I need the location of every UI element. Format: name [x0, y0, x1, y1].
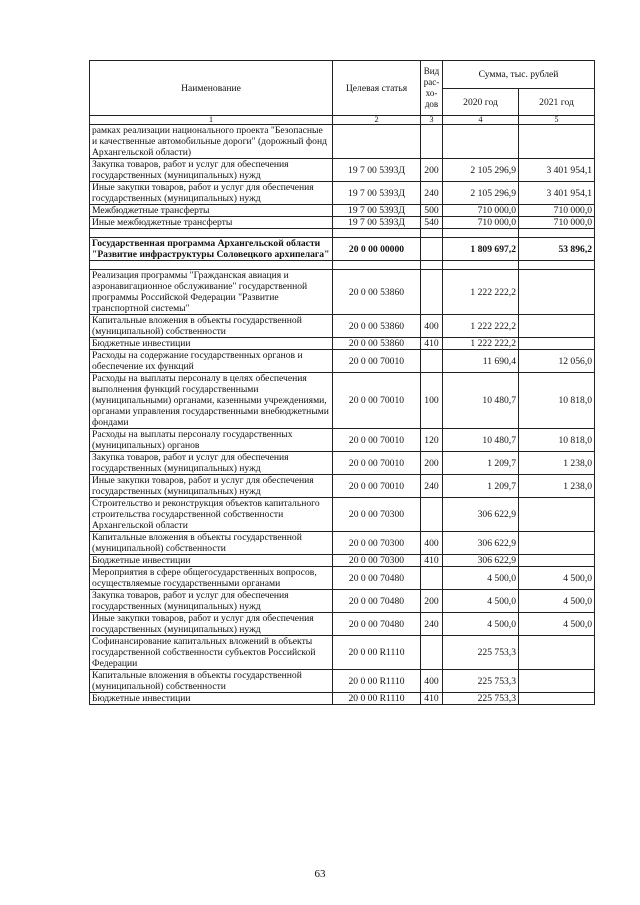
row-sum-2021	[519, 498, 595, 532]
row-name: Капитальные вложения в объекты государственной (муниципальной) собственности	[90, 532, 333, 555]
table-row	[90, 636, 595, 670]
row-expense-type	[421, 498, 443, 532]
row-sum-2021: 12 056,0	[519, 350, 595, 373]
row-sum-2020: 1 222 222,2	[443, 338, 519, 350]
row-sum-2021: 10 818,0	[519, 429, 595, 452]
row-expense-type: 240	[421, 475, 443, 498]
row-target-article	[333, 125, 421, 159]
table-row	[90, 159, 595, 182]
row-name: Расходы на выплаты персоналу государственных (муниципальных) органов	[90, 429, 333, 452]
spacer-row	[90, 261, 595, 270]
table-row	[90, 270, 595, 315]
table-row	[90, 475, 595, 498]
row-target-article: 19 7 00 5393Д	[333, 159, 421, 182]
row-sum-2020: 2 105 296,9	[443, 159, 519, 182]
row-sum-2021: 4 500,0	[519, 567, 595, 590]
row-sum-2020: 225 753,3	[443, 636, 519, 670]
row-target-article: 19 7 00 5393Д	[333, 217, 421, 229]
row-sum-2021: 10 818,0	[519, 373, 595, 429]
row-target-article: 20 0 00 53860	[333, 315, 421, 338]
row-expense-type	[421, 238, 443, 261]
row-name: рамках реализации национального проекта "Безопасные и качественные автомобильные дороги" (дорожный фонд Архангельской области)	[90, 125, 333, 159]
row-sum-2020: 1 222 222,2	[443, 270, 519, 315]
row-name	[90, 229, 333, 238]
row-sum-2020: 306 622,9	[443, 555, 519, 567]
row-expense-type	[421, 350, 443, 373]
row-expense-type: 400	[421, 532, 443, 555]
table-row	[90, 338, 595, 350]
row-sum-2020: 710 000,0	[443, 205, 519, 217]
row-target-article: 20 0 00 R1110	[333, 636, 421, 670]
row-sum-2021: 4 500,0	[519, 590, 595, 613]
row-expense-type	[421, 125, 443, 159]
header-year-2021: 2021 год	[519, 89, 595, 116]
row-name: Бюджетные инвестиции	[90, 555, 333, 567]
row-name: Закупка товаров, работ и услуг для обеспечения государственных (муниципальных) нужд	[90, 590, 333, 613]
row-sum-2020: 1 209,7	[443, 452, 519, 475]
row-sum-2020	[443, 229, 519, 238]
row-target-article: 20 0 00 70300	[333, 555, 421, 567]
row-sum-2020	[443, 125, 519, 159]
row-sum-2020: 4 500,0	[443, 590, 519, 613]
row-target-article: 20 0 00 00000	[333, 238, 421, 261]
row-sum-2020: 10 480,7	[443, 373, 519, 429]
row-expense-type: 200	[421, 452, 443, 475]
row-expense-type: 240	[421, 182, 443, 205]
row-sum-2021: 710 000,0	[519, 205, 595, 217]
row-target-article: 20 0 00 70480	[333, 590, 421, 613]
table-row	[90, 590, 595, 613]
row-target-article: 20 0 00 R1110	[333, 670, 421, 693]
column-number: 5	[519, 116, 595, 125]
row-target-article: 19 7 00 5393Д	[333, 182, 421, 205]
row-sum-2020: 2 105 296,9	[443, 182, 519, 205]
budget-table	[89, 60, 595, 705]
column-number: 2	[333, 116, 421, 125]
header-year-2020: 2020 год	[443, 89, 519, 116]
row-sum-2021	[519, 338, 595, 350]
row-sum-2021: 710 000,0	[519, 217, 595, 229]
table-row	[90, 670, 595, 693]
row-sum-2020: 10 480,7	[443, 429, 519, 452]
table-row	[90, 217, 595, 229]
row-target-article: 20 0 00 53860	[333, 270, 421, 315]
row-sum-2021: 3 401 954,1	[519, 159, 595, 182]
row-target-article	[333, 229, 421, 238]
row-name: Расходы на выплаты персоналу в целях обеспечения выполнения функций государственными (муниципальными) органами, казенными учреждениями, органами управления государственными внебюджетными фондами	[90, 373, 333, 429]
row-sum-2021	[519, 555, 595, 567]
row-expense-type: 400	[421, 670, 443, 693]
row-name: Капитальные вложения в объекты государственной (муниципальной) собственности	[90, 670, 333, 693]
row-name: Закупка товаров, работ и услуг для обеспечения государственных (муниципальных) нужд	[90, 452, 333, 475]
row-sum-2021	[519, 532, 595, 555]
row-sum-2020: 710 000,0	[443, 217, 519, 229]
row-sum-2020: 11 690,4	[443, 350, 519, 373]
row-sum-2021: 1 238,0	[519, 452, 595, 475]
page-number: 63	[314, 868, 326, 880]
row-expense-type: 200	[421, 159, 443, 182]
row-sum-2021	[519, 670, 595, 693]
row-expense-type	[421, 270, 443, 315]
row-name: Закупка товаров, работ и услуг для обеспечения государственных (муниципальных) нужд	[90, 159, 333, 182]
row-name: Реализация программы "Гражданская авиация и аэронавигационное обслуживание" государственной программы Российской Федерации "Развитие транспортной системы"	[90, 270, 333, 315]
row-name: Бюджетные инвестиции	[90, 338, 333, 350]
header-sum: Сумма, тыс. рублей	[443, 61, 595, 89]
row-sum-2020: 225 753,3	[443, 670, 519, 693]
row-sum-2021: 53 896,2	[519, 238, 595, 261]
row-target-article: 20 0 00 70010	[333, 350, 421, 373]
row-sum-2021	[519, 636, 595, 670]
row-sum-2021	[519, 315, 595, 338]
row-name: Расходы на содержание государственных органов и обеспечение их функций	[90, 350, 333, 373]
header-name: Наименование	[90, 61, 333, 116]
row-sum-2021	[519, 125, 595, 159]
table-row	[90, 429, 595, 452]
table-row	[90, 125, 595, 159]
table-body	[90, 125, 595, 705]
row-target-article: 20 0 00 70300	[333, 498, 421, 532]
row-target-article: 20 0 00 70010	[333, 452, 421, 475]
row-expense-type	[421, 261, 443, 270]
table-row	[90, 452, 595, 475]
table-row	[90, 693, 595, 705]
row-sum-2021	[519, 693, 595, 705]
row-expense-type: 240	[421, 613, 443, 636]
row-sum-2021: 3 401 954,1	[519, 182, 595, 205]
row-sum-2021	[519, 229, 595, 238]
table-row	[90, 315, 595, 338]
table-row	[90, 498, 595, 532]
row-sum-2021	[519, 270, 595, 315]
column-number: 1	[90, 116, 333, 125]
row-sum-2020: 1 222 222,2	[443, 315, 519, 338]
table-row	[90, 567, 595, 590]
table-row	[90, 613, 595, 636]
row-target-article: 20 0 00 70480	[333, 613, 421, 636]
row-name: Мероприятия в сфере общегосударственных вопросов, осуществляемые государственными органами	[90, 567, 333, 590]
table-row	[90, 350, 595, 373]
row-sum-2021: 1 238,0	[519, 475, 595, 498]
row-expense-type: 200	[421, 590, 443, 613]
table-row	[90, 238, 595, 261]
row-expense-type: 410	[421, 693, 443, 705]
header-expense-type: Вид рас-хо-дов	[421, 61, 443, 116]
row-target-article: 20 0 00 53860	[333, 338, 421, 350]
column-numbers-row	[90, 116, 595, 125]
row-sum-2020: 1 209,7	[443, 475, 519, 498]
row-expense-type	[421, 567, 443, 590]
row-target-article: 20 0 00 R1110	[333, 693, 421, 705]
row-name: Межбюджетные трансферты	[90, 205, 333, 217]
row-name	[90, 261, 333, 270]
column-number: 3	[421, 116, 443, 125]
row-sum-2020: 306 622,9	[443, 532, 519, 555]
row-expense-type	[421, 229, 443, 238]
row-target-article: 20 0 00 70010	[333, 429, 421, 452]
row-target-article: 19 7 00 5393Д	[333, 205, 421, 217]
table-row	[90, 532, 595, 555]
row-expense-type: 410	[421, 338, 443, 350]
row-sum-2021	[519, 261, 595, 270]
row-expense-type: 400	[421, 315, 443, 338]
row-sum-2020: 4 500,0	[443, 567, 519, 590]
row-sum-2020	[443, 261, 519, 270]
row-target-article: 20 0 00 70480	[333, 567, 421, 590]
table-header	[90, 61, 595, 125]
row-name: Иные закупки товаров, работ и услуг для обеспечения государственных (муниципальных) нужд	[90, 613, 333, 636]
column-number: 4	[443, 116, 519, 125]
row-name: Капитальные вложения в объекты государственной (муниципальной) собственности	[90, 315, 333, 338]
row-name: Иные закупки товаров, работ и услуг для обеспечения государственных (муниципальных) нужд	[90, 182, 333, 205]
row-expense-type: 410	[421, 555, 443, 567]
row-target-article	[333, 261, 421, 270]
row-sum-2020: 4 500,0	[443, 613, 519, 636]
header-target-article: Целевая статья	[333, 61, 421, 116]
row-target-article: 20 0 00 70300	[333, 532, 421, 555]
row-name: Иные закупки товаров, работ и услуг для обеспечения государственных (муниципальных) нужд	[90, 475, 333, 498]
row-sum-2021: 4 500,0	[519, 613, 595, 636]
row-name: Бюджетные инвестиции	[90, 693, 333, 705]
row-sum-2020: 1 809 697,2	[443, 238, 519, 261]
row-name: Софинансирование капитальных вложений в объекты государственной собственности субъектов Российской Федерации	[90, 636, 333, 670]
row-sum-2020: 306 622,9	[443, 498, 519, 532]
row-sum-2020: 225 753,3	[443, 693, 519, 705]
table-row	[90, 373, 595, 429]
row-expense-type: 500	[421, 205, 443, 217]
spacer-row	[90, 229, 595, 238]
row-name: Строительство и реконструкция объектов капитального строительства государственной собственности Архангельской области	[90, 498, 333, 532]
row-expense-type: 100	[421, 373, 443, 429]
row-expense-type: 540	[421, 217, 443, 229]
row-name: Иные межбюджетные трансферты	[90, 217, 333, 229]
row-target-article: 20 0 00 70010	[333, 475, 421, 498]
table-row	[90, 182, 595, 205]
row-name: Государственная программа Архангельской области "Развитие инфраструктуры Соловецкого архипелага"	[90, 238, 333, 261]
row-target-article: 20 0 00 70010	[333, 373, 421, 429]
row-expense-type: 120	[421, 429, 443, 452]
row-expense-type	[421, 636, 443, 670]
table-row	[90, 555, 595, 567]
table-row	[90, 205, 595, 217]
